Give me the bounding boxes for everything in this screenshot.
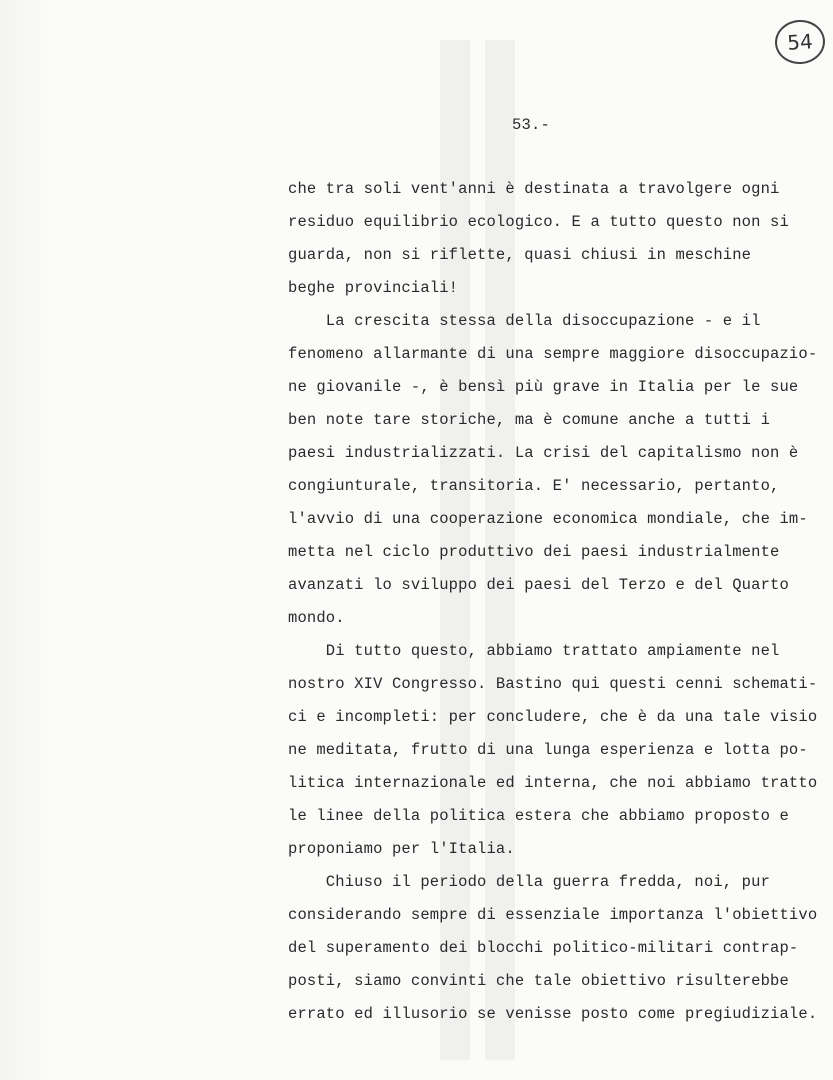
archive-page-stamp: 54 <box>774 18 827 65</box>
text-line: litica internazionale ed interna, che noi abbiamo tratto <box>288 774 818 792</box>
text-line: le linee della politica estera che abbiamo proposto e <box>288 807 789 825</box>
text-line: beghe provinciali! <box>288 279 459 297</box>
text-line: fenomeno allarmante di una sempre maggiore disoccupazio- <box>288 345 818 363</box>
text-line: che tra soli vent'anni è destinata a travolgere ogni <box>288 180 780 198</box>
text-line: residuo equilibrio ecologico. E a tutto questo non si <box>288 213 789 231</box>
text-line: ci e incompleti: per concludere, che è da una tale visio <box>288 708 818 726</box>
text-line: ne meditata, frutto di una lunga esperienza e lotta po- <box>288 741 808 759</box>
text-line: metta nel ciclo produttivo dei paesi industrialmente <box>288 543 780 561</box>
text-line: errato ed illusorio se venisse posto come pregiudiziale. <box>288 1005 818 1023</box>
text-line: guarda, non si riflette, quasi chiusi in meschine <box>288 246 752 264</box>
text-line: posti, siamo convinti che tale obiettivo risulterebbe <box>288 972 789 990</box>
text-line: avanzati lo sviluppo dei paesi del Terzo e del Quarto <box>288 576 789 594</box>
text-line: mondo. <box>288 609 345 627</box>
text-line: ne giovanile -, è bensì più grave in Italia per le sue <box>288 378 799 396</box>
text-line: proponiamo per l'Italia. <box>288 840 515 858</box>
text-line: nostro XIV Congresso. Bastino qui questi cenni schemati- <box>288 675 818 693</box>
text-line: Di tutto questo, abbiamo trattato ampiamente nel <box>288 642 780 660</box>
text-line: paesi industrializzati. La crisi del capitalismo non è <box>288 444 799 462</box>
text-line: ben note tare storiche, ma è comune anche a tutti i <box>288 411 771 429</box>
text-line: congiunturale, transitoria. E' necessario, pertanto, <box>288 477 780 495</box>
text-line: l'avvio di una cooperazione economica mondiale, che im- <box>288 510 808 528</box>
text-line: Chiuso il periodo della guerra fredda, noi, pur <box>288 873 771 891</box>
text-line: considerando sempre di essenziale importanza l'obiettivo <box>288 906 818 924</box>
text-line: del superamento dei blocchi politico-militari contrap- <box>288 939 799 957</box>
page-number: 53.- <box>512 116 551 134</box>
text-line: La crescita stessa della disoccupazione - e il <box>288 312 761 330</box>
